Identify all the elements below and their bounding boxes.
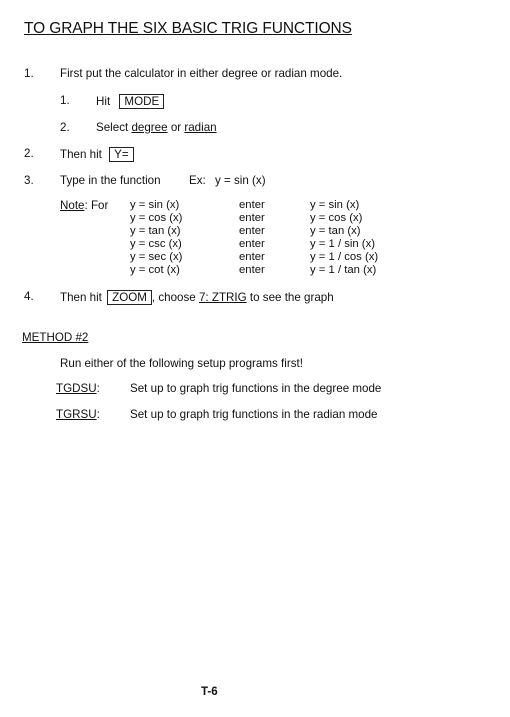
- function-item: y = tan (x): [130, 224, 181, 237]
- entry-item: y = 1 / sin (x): [310, 237, 375, 250]
- page-title: TO GRAPH THE SIX BASIC TRIG FUNCTIONS: [24, 20, 352, 37]
- step-1-1: [96, 94, 164, 109]
- page-number: T-6: [201, 686, 218, 698]
- step-1-number: 1.: [24, 67, 34, 80]
- action-item: enter: [239, 250, 265, 263]
- method-2-intro: Run either of the following setup programs first!: [60, 357, 303, 370]
- entry-item: y = tan (x): [310, 224, 361, 237]
- action-item: enter: [239, 263, 265, 276]
- entry-item: y = cos (x): [310, 211, 363, 224]
- step-4-tail: to see the graph: [249, 291, 334, 304]
- ztrig-option: 7: ZTRIG: [198, 291, 247, 304]
- action-column: [239, 199, 265, 276]
- action-item: enter: [239, 237, 265, 250]
- entry-item: y = sin (x): [310, 199, 360, 211]
- or-text: or: [170, 121, 182, 134]
- function-column: [130, 199, 182, 276]
- y-equals-key: Y=: [109, 147, 134, 162]
- function-item: y = cos (x): [130, 211, 183, 224]
- function-item: y = sec (x): [130, 250, 183, 263]
- entry-item: y = 1 / cos (x): [310, 250, 379, 263]
- example-label: Ex:: [189, 174, 206, 187]
- step-1-2: [96, 121, 217, 134]
- step-3-text: Type in the function: [60, 174, 161, 187]
- function-item: y = cot (x): [130, 263, 180, 276]
- mode-key: MODE: [119, 94, 164, 109]
- program-row: TGRSU:: [56, 408, 100, 421]
- step-4-number: 4.: [24, 290, 34, 303]
- step-1-2-text: Select: [96, 121, 129, 134]
- action-item: enter: [239, 199, 265, 211]
- step-4-choose: , choose: [151, 291, 196, 304]
- note-for: : For: [84, 199, 109, 212]
- step-4: [60, 290, 334, 305]
- program-description: Set up to graph trig functions in the radian mode: [130, 408, 378, 421]
- method-2-heading: METHOD #2: [22, 331, 89, 344]
- step-2-number: 2.: [24, 147, 34, 160]
- degree-text: degree: [131, 121, 168, 134]
- radian-text: radian: [184, 121, 217, 134]
- step-3-number: 3.: [24, 174, 34, 187]
- step-2-text: Then hit: [60, 148, 102, 161]
- function-item: y = csc (x): [130, 237, 182, 250]
- step-1-text: First put the calculator in either degree or radian mode.: [60, 67, 343, 80]
- zoom-key: ZOOM: [107, 290, 152, 305]
- step-1-1-text: Hit: [96, 95, 111, 108]
- entry-column: [310, 199, 378, 276]
- step-1-1-number: 1.: [60, 94, 70, 107]
- program-row: TGDSU:: [56, 382, 100, 395]
- function-item: y = sin (x): [130, 199, 180, 211]
- program-name: TGDSU: [56, 382, 97, 395]
- step-2: [60, 147, 134, 162]
- entry-item: y = 1 / tan (x): [310, 263, 377, 276]
- action-item: enter: [239, 224, 265, 237]
- step-4-text: Then hit: [60, 291, 102, 304]
- note-label: [60, 199, 108, 212]
- action-item: enter: [239, 211, 265, 224]
- program-name: TGRSU: [56, 408, 97, 421]
- note-word: Note: [60, 199, 85, 212]
- step-1-2-number: 2.: [60, 121, 70, 134]
- example-value: y = sin (x): [215, 174, 266, 187]
- program-description: Set up to graph trig functions in the degree mode: [130, 382, 382, 395]
